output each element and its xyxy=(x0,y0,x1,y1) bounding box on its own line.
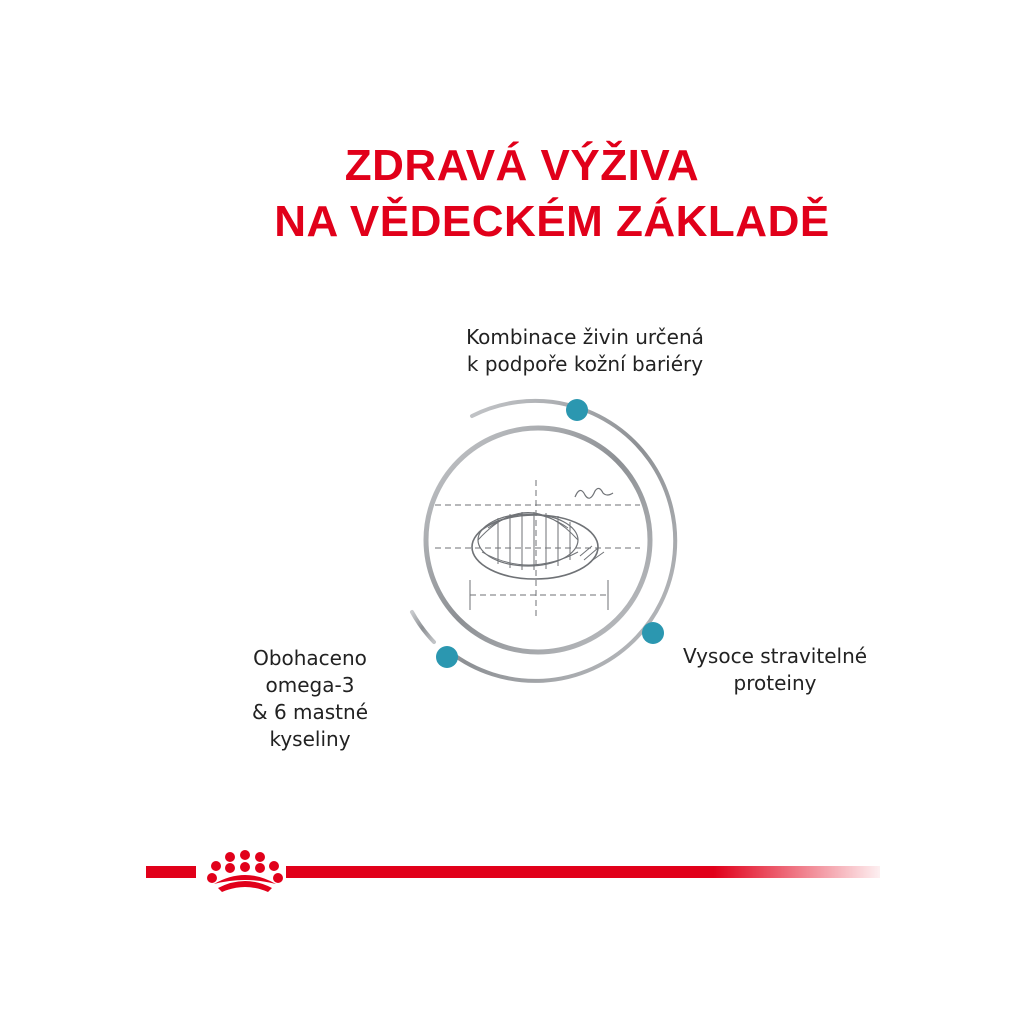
benefit-skin-barrier-line-1: Kombinace živin určená xyxy=(466,325,704,349)
benefit-omega-line-2: omega-3 xyxy=(265,673,355,697)
title-line-2: NA VĚDECKÉM ZÁKLADĚ xyxy=(274,197,830,246)
outer-ring-arc-left xyxy=(412,612,434,642)
benefit-omega-line-3: & 6 mastné xyxy=(251,700,368,724)
title-line-1: ZDRAVÁ VÝŽIVA xyxy=(344,141,700,190)
benefit-digestible-proteins-line-1: Vysoce stravitelné xyxy=(682,644,868,668)
benefit-omega-fatty-acids xyxy=(235,645,385,753)
benefit-skin-barrier-line-2: k podpoře kožní bariéry xyxy=(466,352,704,376)
benefit-omega-line-4: kyseliny xyxy=(269,727,351,751)
inner-ring xyxy=(426,428,650,652)
benefit-dot-icon-top xyxy=(566,399,588,421)
footer-bar-left xyxy=(146,866,196,878)
nutrition-diagram xyxy=(390,380,700,700)
benefit-dot-icon-left xyxy=(436,646,458,668)
page-title xyxy=(0,138,1024,250)
benefit-digestible-proteins-line-2: proteiny xyxy=(733,671,817,695)
benefit-dot-icon-right xyxy=(642,622,664,644)
kibble-sketch-icon xyxy=(435,480,640,620)
benefit-skin-barrier xyxy=(430,324,740,378)
footer-bar-right xyxy=(286,866,880,878)
benefit-omega-line-1: Obohaceno xyxy=(253,646,367,670)
royal-crown-icon xyxy=(200,848,290,894)
